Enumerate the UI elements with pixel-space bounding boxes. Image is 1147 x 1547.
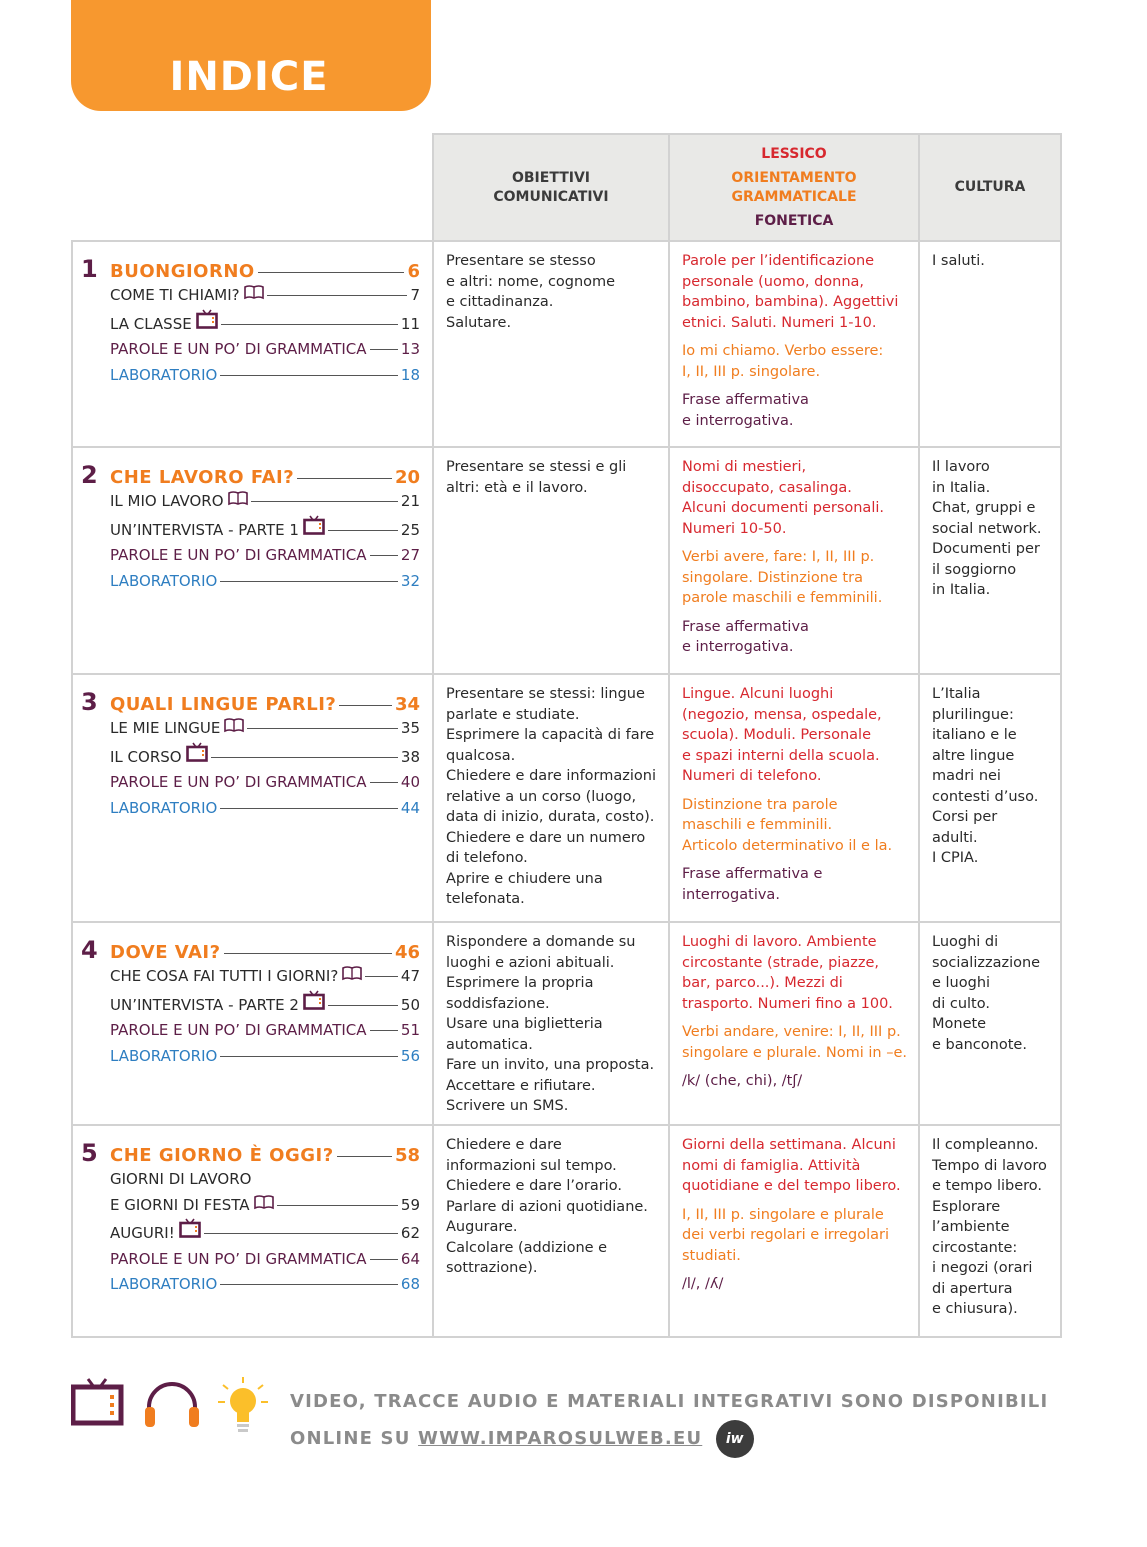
lessico-grammatica-fonetica-cell [669,241,919,447]
grammatica-text: Distinzione tra parole maschili e femminili. Articolo determinativo il e la. [682,796,893,854]
leader-line [220,1056,398,1057]
toc-item-page: 47 [400,967,420,985]
leader-line [370,555,398,556]
unit-title: CHE GIORNO È OGGI? [110,1145,334,1166]
toc-item[interactable] [110,543,420,569]
toc-item-page: 18 [400,365,420,384]
toc-item-page: 51 [400,1021,420,1039]
leader-line [204,1233,398,1234]
footer-line1: VIDEO, TRACCE AUDIO E MATERIALI INTEGRATIVI SONO DISPONIBILI [290,1391,1049,1412]
obiettivi-text: Presentare se stessi: lingue parlate e studiate. Esprimere la capacità di fare qualcosa. Chiedere e dare informazioni relative a un corso (luogo, data di inizio, durata, costo). Chiedere e dare un numero di telefono. Aprire e chiudere una telefonata. [446,686,656,907]
cultura-cell [919,447,1061,674]
toc-item-page: 25 [400,520,420,539]
unit-heading[interactable] [81,688,420,716]
footer [71,1375,1071,1465]
leader-line [328,1005,398,1006]
leader-line [297,478,392,479]
toc-item[interactable] [110,489,420,515]
leader-line [339,705,392,706]
lessico-text: Giorni della settimana. Alcuni nomi di famiglia. Attività quotidiane e del tempo libero. [682,1137,901,1194]
unit-title: QUALI LINGUE PARLI? [110,694,337,715]
toc-item-label: LABORATORIO [110,571,218,590]
headphones-icon [145,1384,199,1427]
index-table [71,133,1062,1338]
toc-item[interactable] [110,363,420,389]
unit-toc-cell [72,1125,433,1337]
obiettivi-text: Presentare se stessi e gli altri: età e il lavoro. [446,459,627,496]
cultura-text: Luoghi di socializzazione e luoghi di culto. Monete e banconote. [932,934,1041,1053]
toc-item-page: 35 [400,719,420,737]
unit-toc-cell [72,241,433,447]
grammatica-text: Verbi andare, venire: I, II, III p. singolare e plurale. Nomi in –e. [682,1024,907,1061]
grammatica-text: Verbi avere, fare: I, II, III p. singolare. Distinzione tra parole maschili e femminili. [682,549,883,606]
cultura-text: L’Italia plurilingue: italiano e le altre lingue madri nei contesti d’uso. Corsi per adulti. I CPIA. [932,686,1039,866]
leader-line [251,501,398,502]
grammatica-text: Io mi chiamo. Verbo essere: I, II, III p. singolare. [682,343,884,380]
leader-line [247,728,398,729]
lessico-text: Parole per l’identificazione personale (uomo, donna, bambino, bambina). Aggettivi etnici. Saluti. Numeri 1-10. [682,253,899,331]
toc-item-label: LABORATORIO [110,1275,218,1293]
unit-page: 46 [394,942,420,963]
unit-toc-cell [72,922,433,1125]
book-icon [224,716,244,742]
cultura-cell [919,922,1061,1125]
leader-line [220,1284,398,1285]
toc-item[interactable] [110,515,420,544]
toc-item-page: 32 [400,571,420,590]
unit-title: BUONGIORNO [110,261,255,282]
book-icon [244,283,264,309]
footer-line2 [290,1420,1048,1458]
toc-item-label: GIORNI DI LAVORO [110,1170,252,1188]
toc-item-label: PAROLE E UN PO’ DI GRAMMATICA [110,546,367,564]
toc-item-label: PAROLE E UN PO’ DI GRAMMATICA [110,1249,367,1268]
lessico-text: Lingue. Alcuni luoghi (negozio, mensa, ospedale, scuola). Moduli. Personale e spazi interni della scuola. Numeri di telefono. [682,686,882,784]
toc-item-page: 11 [400,314,420,333]
header-blank [72,134,433,241]
toc-item-label: UN’INTERVISTA - PARTE 1 [110,520,299,539]
header-obiettivi: OBIETTIVI COMUNICATIVI [433,134,669,241]
fonetica-text: Frase affermativa e interrogativa. [682,866,823,903]
leader-line [220,808,398,809]
obiettivi-cell [433,447,669,674]
toc-item-label: COME TI CHIAMI? [110,286,240,304]
footer-text [290,1383,1048,1458]
unit-toc-cell [72,674,433,922]
leader-line [370,349,398,350]
cultura-text: Il compleanno. Tempo di lavoro e tempo libero. Esplorare l’ambiente circostante: i negozi (orari di apertura e chiusura). [932,1137,1047,1317]
toc-item-page: 62 [400,1224,420,1242]
toc-item-page: 50 [400,995,420,1014]
fonetica-text: Frase affermativa e interrogativa. [682,392,809,429]
toc-item[interactable] [110,1247,420,1273]
unit-number: 4 [81,936,98,964]
obiettivi-text: Presentare se stesso e altri: nome, cognome e cittadinanza. Salutare. [446,253,616,331]
leader-line [267,295,408,296]
tv-icon [179,1218,201,1247]
leader-line [211,757,398,758]
obiettivi-cell [433,922,669,1125]
unit-row [72,241,1061,447]
unit-page: 20 [394,467,420,488]
obiettivi-cell [433,1125,669,1337]
unit-page: 6 [407,261,420,282]
obiettivi-cell [433,674,669,922]
toc-item[interactable] [110,1018,420,1044]
toc-item-page: 27 [400,546,420,564]
toc-item-page: 38 [400,747,420,766]
header-cultura: CULTURA [919,134,1061,241]
toc-item-label: LABORATORIO [110,365,218,384]
leader-line [220,581,398,582]
unit-toc-cell [72,447,433,674]
toc-item-page: 7 [410,286,420,304]
toc-item-label: IL MIO LAVORO [110,492,224,510]
tv-icon [186,742,208,771]
leader-line [337,1156,392,1157]
toc-item-label: PAROLE E UN PO’ DI GRAMMATICA [110,1021,367,1039]
toc-item-label: AUGURI! [110,1224,175,1242]
toc-item-page: 40 [400,773,420,791]
toc-item-label: PAROLE E UN PO’ DI GRAMMATICA [110,340,367,358]
toc-item-label: LA CLASSE [110,314,192,333]
cultura-cell [919,674,1061,922]
toc-item-page: 64 [400,1249,420,1268]
leader-line [258,272,405,273]
toc-item[interactable] [110,309,420,338]
unit-heading[interactable] [81,1139,420,1167]
lessico-grammatica-fonetica-cell [669,674,919,922]
footer-icons [71,1375,271,1449]
toc-item[interactable] [110,716,420,742]
leader-line [370,782,398,783]
leader-line [370,1259,398,1260]
leader-line [277,1205,398,1206]
book-icon [254,1193,274,1219]
toc-item[interactable] [110,990,420,1019]
tv-icon [303,515,325,544]
toc-item-label: LE MIE LINGUE [110,719,221,737]
page-title: INDICE [169,54,329,100]
toc-item[interactable] [110,1193,420,1219]
leader-line [370,1030,398,1031]
toc-item-label: IL CORSO [110,747,182,766]
toc-item-page: 59 [400,1195,420,1214]
leader-line [224,953,392,954]
unit-page: 58 [394,1145,420,1166]
tv-icon [303,990,325,1019]
table-header-row [72,134,1061,241]
toc-item-page: 44 [400,798,420,817]
toc-item[interactable] [110,1218,420,1247]
cultura-text: I saluti. [932,253,985,269]
toc-item[interactable] [110,569,420,595]
toc-item-page: 21 [400,492,420,510]
toc-item-label: UN’INTERVISTA - PARTE 2 [110,995,299,1014]
cultura-cell [919,1125,1061,1337]
unit-number: 1 [81,255,98,283]
obiettivi-text: Rispondere a domande su luoghi e azioni abituali. Esprimere la propria soddisfazione. Usare una biglietteria automatica. Fare un invito, una proposta. Accettare e rifiutare. Scrivere un SMS. [446,934,655,1114]
fonetica-text: Frase affermativa e interrogativa. [682,618,809,655]
obiettivi-text: Chiedere e dare informazioni sul tempo. Chiedere e dare l’orario. Parlare di azioni quotidiane. Augurare. Calcolare (addizione e sottrazione). [446,1137,648,1276]
cultura-cell [919,241,1061,447]
footer-line2-prefix: ONLINE SU [290,1428,411,1449]
toc-item-label: LABORATORIO [110,798,218,817]
unit-row [72,674,1061,922]
lessico-text: Nomi di mestieri, disoccupato, casalinga. Alcuni documenti personali. Numeri 10-50. [682,459,884,537]
unit-row [72,922,1061,1125]
lessico-grammatica-fonetica-cell [669,1125,919,1337]
website-link[interactable]: WWW.IMPAROSULWEB.EU [418,1428,703,1449]
leader-line [221,324,398,325]
toc-item-label: LABORATORIO [110,1046,218,1065]
lessico-grammatica-fonetica-cell [669,922,919,1125]
unit-number: 2 [81,461,98,489]
unit-page: 34 [394,694,420,715]
toc-item[interactable] [110,770,420,796]
unit-title: CHE LAVORO FAI? [110,467,295,488]
toc-item[interactable] [110,796,420,822]
toc-item[interactable] [110,964,420,990]
toc-item-page: 56 [400,1046,420,1065]
book-icon [342,964,362,990]
toc-item-page: 68 [400,1275,420,1293]
header-lessico-grammatica-fonetica: LESSICO ORIENTAMENTO GRAMMATICALE FONETICA [669,134,919,241]
iw-logo: iw [716,1420,754,1458]
unit-heading[interactable] [81,461,420,489]
toc-item-label: PAROLE E UN PO’ DI GRAMMATICA [110,773,367,791]
leader-line [220,375,398,376]
toc-item[interactable] [110,283,420,309]
leader-line [365,976,398,977]
toc-item[interactable] [110,742,420,771]
unit-number: 3 [81,688,98,716]
obiettivi-cell [433,241,669,447]
lessico-grammatica-fonetica-cell [669,447,919,674]
toc-item-label: CHE COSA FAI TUTTI I GIORNI? [110,967,339,985]
toc-item[interactable] [110,1272,420,1298]
tv-icon [196,309,218,338]
grammatica-text: I, II, III p. singolare e plurale dei verbi regolari e irregolari studiati. [682,1206,890,1264]
toc-item[interactable] [110,337,420,363]
unit-row [72,1125,1061,1337]
toc-item [110,1167,420,1193]
unit-title: DOVE VAI? [110,942,221,963]
unit-row [72,447,1061,674]
cultura-text: Il lavoro in Italia. Chat, gruppi e social network. Documenti per il soggiorno in Italia. [932,459,1042,598]
toc-item-page: 13 [400,340,420,358]
fonetica-text: /l/, /ʎ/ [682,1276,724,1292]
unit-heading[interactable] [81,936,420,964]
book-icon [228,489,248,515]
leader-line [328,530,398,531]
unit-heading[interactable] [81,255,420,283]
index-header-tab [71,0,431,111]
toc-item[interactable] [110,1044,420,1070]
fonetica-text: /k/ (che, chi), /tʃ/ [682,1073,803,1089]
lightbulb-icon [218,1377,268,1432]
lessico-text: Luoghi di lavoro. Ambiente circostante (strade, piazze, bar, parco...). Mezzi di trasporto. Numeri fino a 100. [682,934,893,1012]
toc-item-label: E GIORNI DI FESTA [110,1195,250,1214]
unit-number: 5 [81,1139,98,1167]
tv-icon [73,1379,121,1423]
